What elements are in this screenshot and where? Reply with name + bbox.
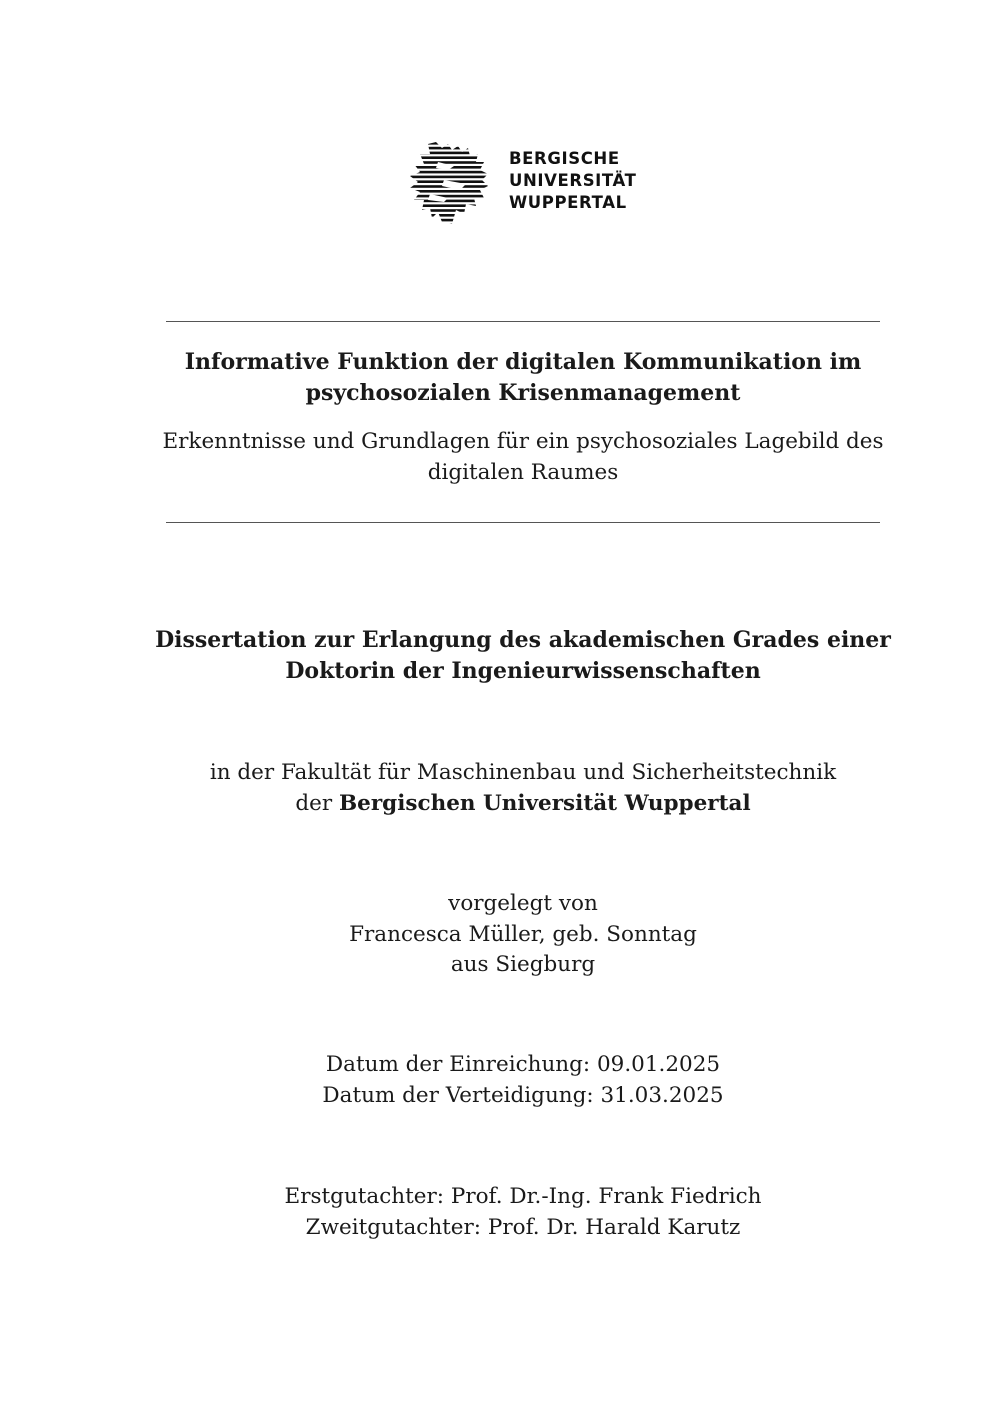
submission-date: Datum der Einreichung: 09.01.2025: [325, 1052, 721, 1077]
title-top-rule: [166, 321, 880, 322]
author-name: Francesca Müller, geb. Sonntag: [349, 921, 697, 947]
faculty-prefix: der: [295, 790, 333, 816]
university-logo: [408, 140, 648, 228]
university-full-name: Bergischen Universität Wuppertal: [339, 790, 751, 816]
thesis-subtitle-line-2: digitalen Raumes: [427, 459, 619, 485]
thesis-title-line-2: psychosozialen Krisenmanagement: [305, 379, 741, 406]
dissertation-statement: [120, 625, 926, 687]
logo-line-2: UNIVERSITÄT: [509, 171, 637, 190]
author-block: [120, 889, 926, 981]
title-bottom-rule: [166, 522, 880, 523]
author-origin: aus Siegburg: [450, 952, 596, 977]
faculty-statement: [120, 758, 926, 819]
second-reviewer: Zweitgutachter: Prof. Dr. Harald Karutz: [305, 1214, 741, 1240]
submitted-by-label: vorgelegt von: [448, 891, 598, 916]
faculty-line-1: in der Fakultät für Maschinenbau und Sicherheitstechnik: [209, 760, 837, 785]
first-reviewer: Erstgutachter: Prof. Dr.-Ing. Frank Fiedrich: [284, 1184, 762, 1209]
thesis-title-line-1: Informative Funktion der digitalen Kommunikation im: [184, 349, 862, 375]
thesis-subtitle-line-1: Erkenntnisse und Grundlagen für ein psychosoziales Lagebild des: [162, 429, 884, 454]
thesis-title: [120, 347, 926, 408]
dates-block: [120, 1050, 926, 1111]
dissertation-line-2: Doktorin der Ingenieurwissenschaften: [285, 658, 761, 684]
reviewers-block: [120, 1182, 926, 1243]
defense-date: Datum der Verteidigung: 31.03.2025: [322, 1082, 724, 1108]
dissertation-line-1: Dissertation zur Erlangung des akademischen Grades einer: [155, 627, 891, 653]
university-name: [509, 148, 636, 214]
faculty-line-2: [120, 789, 926, 820]
logo-line-3: WUPPERTAL: [509, 193, 627, 212]
lion-crest-icon: [408, 140, 490, 226]
logo-line-1: BERGISCHE: [509, 149, 620, 168]
thesis-subtitle: [120, 427, 926, 488]
